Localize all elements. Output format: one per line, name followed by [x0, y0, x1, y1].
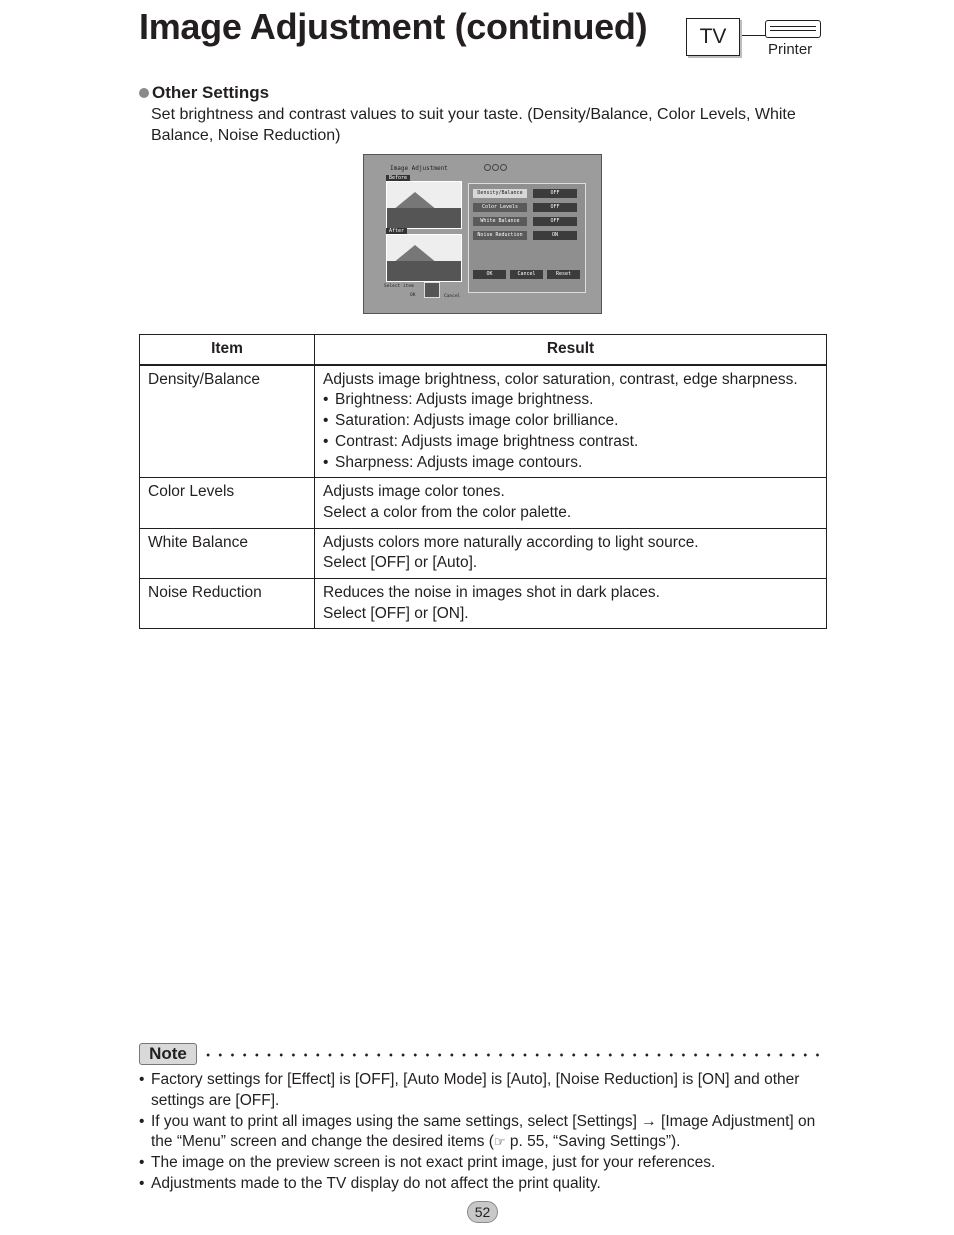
mode-icon: [500, 164, 507, 171]
note-list: [139, 1070, 834, 1195]
note-reference: p. 55, “Saving Settings”).: [505, 1133, 681, 1151]
screen-mode-icons: [484, 164, 507, 171]
table-cell-result: [315, 478, 827, 528]
screen-cancel-button: Cancel: [510, 270, 543, 279]
result-line: Adjusts image color tones.: [323, 483, 505, 501]
screen-buttons: [473, 270, 580, 279]
connection-line: [742, 35, 766, 36]
screen-title: Image Adjustment: [390, 165, 448, 172]
table-header-row: [140, 335, 827, 365]
setting-label: White Balance: [473, 217, 527, 226]
pointing-hand-icon: ☞: [493, 1134, 506, 1150]
table-cell-item: Density/Balance: [140, 365, 315, 478]
setting-row: [473, 189, 577, 198]
note-label: Note: [139, 1043, 197, 1065]
result-line: Reduces the noise in images shot in dark places.: [323, 584, 660, 602]
printer-icon: [765, 20, 821, 38]
note-text-part: If you want to print all images using the same settings, select [Settings] → [Image Adjustment] on the “Menu” screen and change the desired items (: [151, 1112, 816, 1151]
mode-icon: [492, 164, 499, 171]
footer-ok: OK: [410, 293, 416, 298]
tv-badge: TV: [686, 18, 740, 56]
screen-reset-button: Reset: [547, 270, 580, 279]
result-line: Select [OFF] or [ON].: [323, 604, 469, 622]
table-row: [140, 365, 827, 478]
table-cell-item: White Balance: [140, 528, 315, 578]
setting-label: Density/Balance: [473, 189, 527, 198]
result-bullet: • Brightness: Adjusts image brightness.: [323, 390, 818, 411]
table-cell-result: [315, 579, 827, 629]
setting-row: [473, 231, 577, 240]
table-row: [140, 579, 827, 629]
result-bullet: • Sharpness: Adjusts image contours.: [323, 453, 818, 474]
note-text: The image on the preview screen is not exact print image, just for your references.: [151, 1154, 716, 1172]
footer-select: Select item: [384, 284, 414, 289]
result-line: Select a color from the color palette.: [323, 503, 572, 521]
table-cell-result: [315, 365, 827, 478]
note-text: [151, 1112, 834, 1154]
header-item: Item: [140, 335, 315, 365]
bullet-text: Saturation: Adjusts image color brilliance.: [335, 412, 619, 430]
note-dotted-rule: [202, 1053, 827, 1057]
before-photo: [386, 181, 462, 229]
screen-ok-button: OK: [473, 270, 506, 279]
setting-value: ON: [533, 231, 577, 240]
page-number: 52: [467, 1201, 498, 1223]
table-cell-item: Noise Reduction: [140, 579, 315, 629]
note-item: • If you want to print all images using the same settings, select [Settings] → [Image Adjustment] on the “Menu” screen and change the desired items (☞ p. 55, “Saving Settings”).: [139, 1112, 834, 1154]
printer-label: Printer: [768, 41, 813, 58]
bullet-dot-icon: [139, 88, 149, 98]
bullet-text: Contrast: Adjusts image brightness contrast.: [335, 432, 639, 450]
result-line: Select [OFF] or [Auto].: [323, 554, 478, 572]
table-cell-item: Color Levels: [140, 478, 315, 528]
setting-value: OFF: [533, 189, 577, 198]
note-text: Adjustments made to the TV display do not affect the print quality.: [151, 1174, 601, 1192]
note-item: • Factory settings for [Effect] is [OFF], [Auto Mode] is [Auto], [Noise Reduction] is [ON] and other settings are [OFF].: [139, 1070, 834, 1112]
setting-value: OFF: [533, 217, 577, 226]
setting-value: OFF: [533, 203, 577, 212]
before-tag: Before: [386, 175, 410, 181]
setting-row: [473, 203, 577, 212]
screen-preview: [363, 154, 602, 314]
section-description: Set brightness and contrast values to suit your taste. (Density/Balance, Color Levels, White Balance, Noise Reduction): [151, 106, 796, 144]
mode-icon: [484, 164, 491, 171]
table-cell-result: [315, 528, 827, 578]
header-result: Result: [315, 335, 827, 365]
page-title: Image Adjustment (continued): [139, 6, 648, 47]
after-photo: [386, 234, 462, 282]
note-item: • Adjustments made to the TV display do not affect the print quality.: [139, 1174, 834, 1195]
bullet-text: Sharpness: Adjusts image contours.: [335, 453, 583, 471]
table-row: [140, 478, 827, 528]
section-heading: [139, 83, 269, 103]
setting-row: [473, 217, 577, 226]
setting-label: Color Levels: [473, 203, 527, 212]
bullet-text: Brightness: Adjusts image brightness.: [335, 391, 594, 409]
after-tag: After: [386, 228, 407, 234]
setting-label: Noise Reduction: [473, 231, 527, 240]
result-line: Adjusts image brightness, color saturation, contrast, edge sharpness.: [323, 370, 798, 388]
note-text: Factory settings for [Effect] is [OFF], [Auto Mode] is [Auto], [Noise Reduction] is [ON] and other settings are [OFF].: [151, 1071, 800, 1109]
note-item: • The image on the preview screen is not exact print image, just for your references.: [139, 1153, 834, 1174]
table-row: [140, 528, 827, 578]
dpad-icon: [424, 282, 440, 298]
result-bullet: • Saturation: Adjusts image color brilliance.: [323, 411, 818, 432]
section-heading-text: Other Settings: [152, 83, 270, 102]
result-line: Adjusts colors more naturally according to light source.: [323, 533, 699, 551]
settings-panel: [468, 183, 586, 293]
results-table: [139, 334, 827, 629]
footer-cancel: Cancel: [444, 294, 461, 299]
result-bullet: • Contrast: Adjusts image brightness contrast.: [323, 432, 818, 453]
